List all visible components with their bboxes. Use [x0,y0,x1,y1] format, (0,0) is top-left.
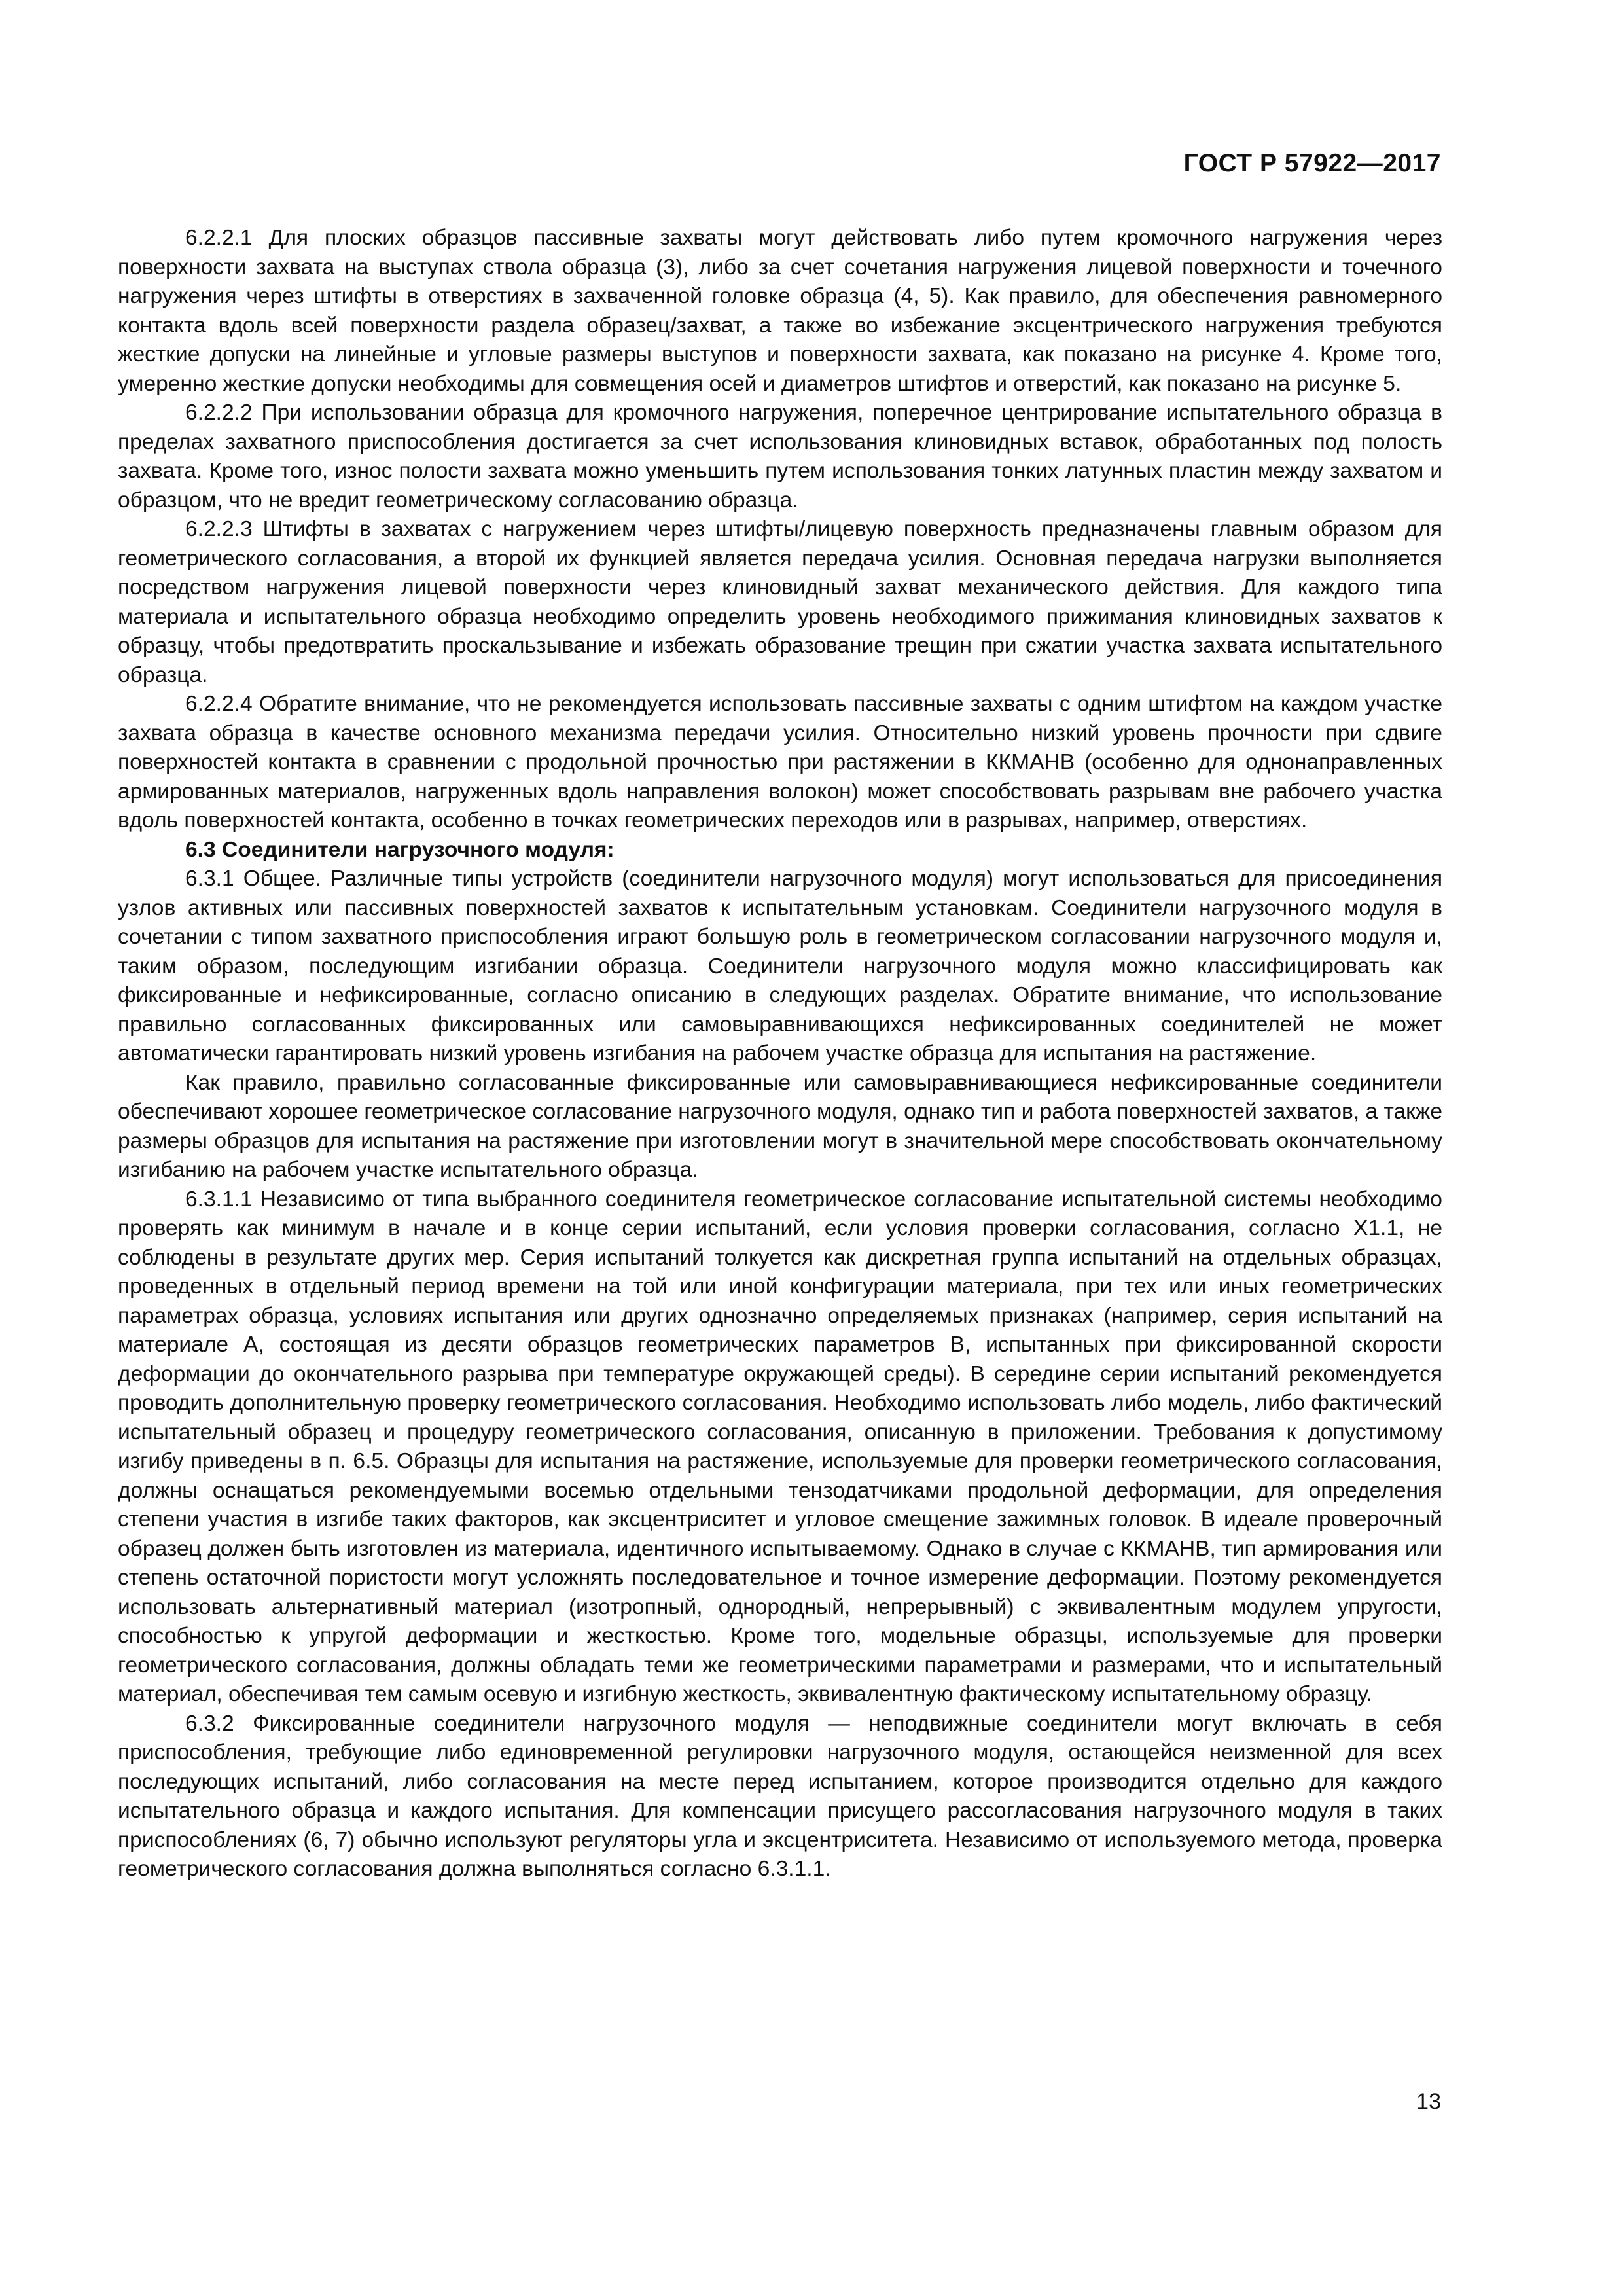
paragraph-6-3-1-1: 6.3.1.1 Независимо от типа выбранного соединителя геометрическое согласование испытательной системы необходимо проверять как минимум в начале и в конце серии испытаний, если условия проверки согласования, согласно X1.1, не соблюдены в результате других мер. Серия испытаний толкуется как дискретная группа испытаний на отдельных образцах, проведенных в отдельный период времени на той или иной конфигурации материала, при тех или иных геометрических параметрах образца, условиях испытания или других однозначно определяемых признаках (например, серия испытаний на материале А, состоящая из десяти образцов геометрических параметров В, испытанных при фиксированной скорости деформации до окончательного разрыва при температуре окружающей среды). В середине серии испытаний рекомендуется проводить дополнительную проверку геометрического согласования. Необходимо использовать либо модель, либо фактический испытательный образец и процедуру геометрического согласования, описанную в приложении. Требования к допустимому изгибу приведены в п. 6.5. Образцы для испытания на растяжение, используемые для проверки геометрического согласования, должны оснащаться рекомендуемыми восемью отдельными тензодатчиками продольной деформации, для определения степени участия в изгибе таких факторов, как эксцентриситет и угловое смещение зажимных головок. В идеале проверочный образец должен быть изготовлен из материала, идентичного испытываемому. Однако в случае с ККМАНВ, тип армирования или степень остаточной пористости могут усложнять последовательное и точное измерение деформации. Поэтому рекомендуется использовать альтернативный материал (изотропный, однородный, непрерывный) с эквивалентным модулем упругости, способностью к упругой деформации и жесткостью. Кроме того, модельные образцы, используемые для проверки геометрического согласования, должны обладать теми же геометрическими параметрами и размерами, что и испытательный материал, обеспечивая тем самым осевую и изгибную жесткость, эквивалентную фактическому испытательному образцу. [118,1187,1442,1706]
document-header-standard-id: ГОСТ Р 57922—2017 [1183,149,1441,177]
paragraph-6-2-2-1: 6.2.2.1 Для плоских образцов пассивные захваты могут действовать либо путем кромочного нагружения через поверхности захвата на выступах ствола образца (3), либо за счет сочетания нагружения лицевой поверхности и точечного нагружения через штифты в отверстиях в захваченной головке образца (4, 5). Как правило, для обеспечения равномерного контакта вдоль всей поверхности раздела образец/захват, а также во избежание эксцентрического нагружения требуются жесткие допуски на линейные и угловые размеры выступов и поверхности захвата, как показано на рисунке 4. Кроме того, умеренно жесткие допуски необходимы для совмещения осей и диаметров штифтов и отверстий, как показано на рисунке 5. [118,226,1442,396]
document-body [118,224,1442,1884]
paragraph-6-3-2: 6.3.2 Фиксированные соединители нагрузочного модуля — неподвижные соединители могут включать в себя приспособления, требующие либо единовременной регулировки нагрузочного модуля, остающейся неизменной для всех последующих испытаний, либо согласования на месте перед испытанием, которое производится отдельно для каждого испытательного образца и каждого испытания. Для компенсации присущего рассогласования нагрузочного модуля в таких приспособлениях (6, 7) обычно используют регуляторы угла и эксцентриситета. Независимо от используемого метода, проверка геометрического согласования должна выполняться согласно 6.3.1.1. [118,1711,1442,1881]
paragraph-6-2-2-2: 6.2.2.2 При использовании образца для кромочного нагружения, поперечное центрирование испытательного образца в пределах захватного приспособления достигается за счет использования клиновидных вставок, обработанных под полость захвата. Кроме того, износ полости захвата можно уменьшить путем использования тонких латунных пластин между захватом и образцом, что не вредит геометрическому согласованию образца. [118,401,1442,512]
paragraph-6-3-1-general-note: Как правило, правильно согласованные фиксированные или самовыравнивающиеся нефиксированные соединители обеспечивают хорошее геометрическое согласование нагрузочного модуля, однако тип и работа поверхностей захватов, а также размеры образцов для испытания на растяжение при изготовлении могут в значительной мере способствовать окончательному изгибанию на рабочем участке испытательного образца. [118,1070,1442,1182]
paragraph-6-2-2-3: 6.2.2.3 Штифты в захватах с нагружением через штифты/лицевую поверхность предназначены главным образом для геометрического согласования, а второй их функцией является передача усилия. Основная передача нагрузки выполняется посредством нагружения лицевой поверхности через клиновидный захват механического действия. Для каждого типа материала и испытательного образца необходимо определить уровень необходимого прижимания клиновидных захватов к образцу, чтобы предотвратить проскальзывание и избежать образование трещин при сжатии участка захвата испытательного образца. [118,517,1442,687]
paragraph-6-2-2-4: 6.2.2.4 Обратите внимание, что не рекомендуется использовать пассивные захваты с одним штифтом на каждом участке захвата образца в качестве основного механизма передачи усилия. Относительно низкий уровень прочности при сдвиге поверхностей контакта в сравнении с продольной прочностью при растяжении в ККМАНВ (особенно для однонаправленных армированных материалов, нагруженных вдоль направления волокон) может способствовать разрывам вне рабочего участка вдоль поверхностей контакта, особенно в точках геометрических переходов или в разрывах, например, отверстиях. [118,692,1442,833]
page-number: 13 [1416,2089,1441,2114]
section-heading-6-3: 6.3 Соединители нагрузочного модуля: [185,837,615,862]
paragraph-6-3-1: 6.3.1 Общее. Различные типы устройств (соединители нагрузочного модуля) могут использоваться для присоединения узлов активных или пассивных поверхностей захватов к испытательным установкам. Соединители нагрузочного модуля в сочетании с типом захватного приспособления играют большую роль в геометрическом согласовании нагрузочного модуля и, таким образом, последующим изгибании образца. Соединители нагрузочного модуля можно классифицировать как фиксированные и нефиксированные, согласно описанию в следующих разделах. Обратите внимание, что использование правильно согласованных фиксированных или самовыравнивающихся нефиксированных соединителей не может автоматически гарантировать низкий уровень изгибания на рабочем участке образца для испытания на растяжение. [118,867,1442,1066]
